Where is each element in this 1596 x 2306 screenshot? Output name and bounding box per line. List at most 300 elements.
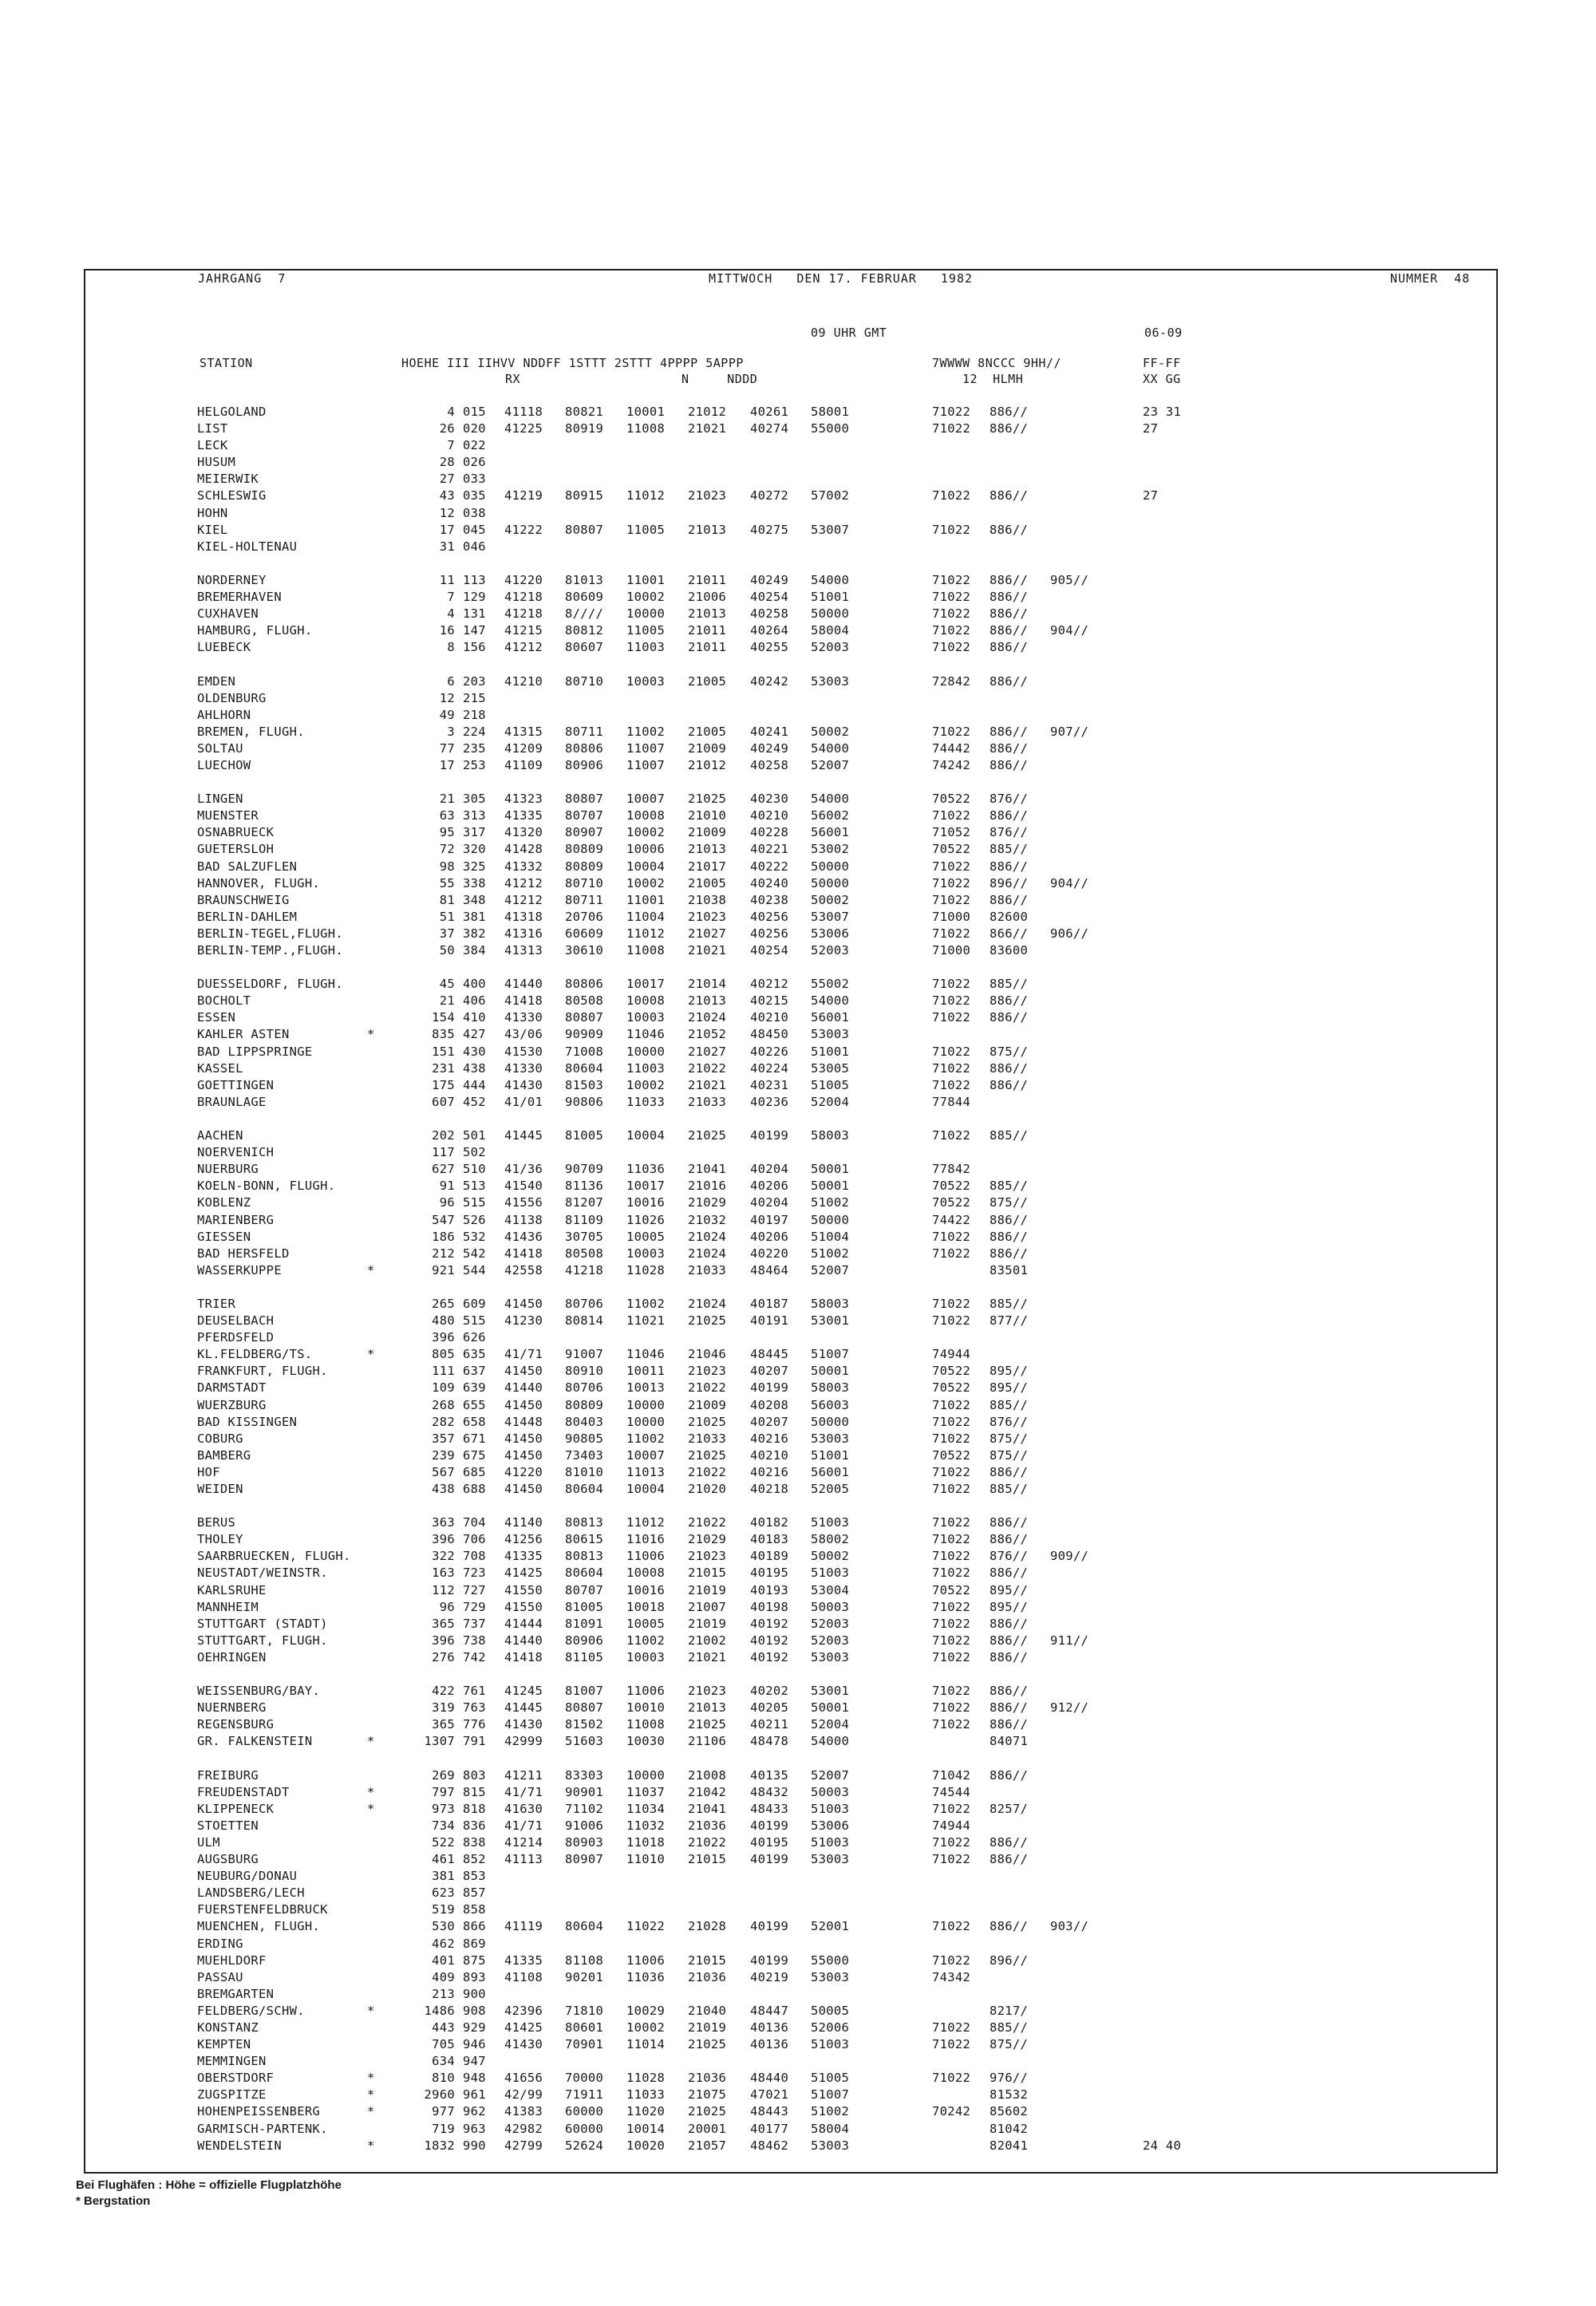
group-nddff: 81105 (565, 1649, 604, 1664)
group-8nccc: 885// (990, 2020, 1029, 2035)
table-row (0, 1868, 1596, 1885)
table-row (0, 807, 1596, 824)
group-nddff: 60000 (565, 2104, 604, 2119)
elevation: 109 (432, 1380, 455, 1396)
group-5appp: 52003 (811, 1616, 850, 1631)
group-4pppp: 40183 (750, 1532, 789, 1547)
group-iihvv: 41140 (504, 1515, 543, 1530)
group-8nccc: 886// (990, 1229, 1029, 1244)
station-name: WEISSENBURG/BAY. (197, 1684, 321, 1699)
station-id: 675 (463, 1447, 486, 1463)
table-row (0, 1194, 1596, 1211)
table-row (0, 875, 1596, 892)
elevation: 49 (439, 707, 455, 722)
station-name: OBERSTDORF (197, 2071, 275, 2086)
group-8nccc: 876// (990, 825, 1029, 840)
station-name: REGENSBURG (197, 1717, 275, 1732)
elevation: 163 (432, 1566, 455, 1581)
group-8nccc: 886// (990, 740, 1029, 756)
group-iihvv: 41430 (504, 2037, 543, 2052)
station-id: 655 (463, 1397, 486, 1412)
elevation: 8 (447, 640, 455, 655)
group-4pppp: 40207 (750, 1364, 789, 1379)
group-1sttt: 10004 (626, 1128, 666, 1143)
station-name: BAD KISSINGEN (197, 1414, 298, 1429)
elevation: 7 (447, 438, 455, 453)
group-iihvv: 42999 (504, 1734, 543, 1749)
elevation: 43 (439, 488, 455, 503)
group-2sttt: 21023 (688, 1364, 727, 1379)
group-nddff: 80711 (565, 892, 604, 907)
elevation: 1832 (424, 2138, 455, 2153)
group-7wwww: 71022 (932, 1482, 971, 1496)
group-8nccc: 885// (990, 1128, 1029, 1143)
group-7wwww: 70522 (932, 792, 971, 807)
group-1sttt: 11006 (626, 1684, 666, 1699)
group-iihvv: 42/99 (504, 2087, 543, 2103)
station-name: FELDBERG/SCHW. (197, 2003, 305, 2018)
group-nddff: 81207 (565, 1195, 604, 1210)
group-4pppp: 40231 (750, 1077, 789, 1092)
group-5appp: 52004 (811, 1717, 850, 1732)
group-9hh: 905// (1050, 572, 1089, 587)
group-nddff: 70000 (565, 2071, 604, 2086)
elevation: 98 (439, 859, 455, 874)
elevation: 91 (439, 1179, 455, 1194)
station-name: BAD SALZUFLEN (197, 859, 298, 874)
group-2sttt: 21009 (688, 740, 727, 756)
group-4pppp: 40210 (750, 808, 789, 823)
table-row (0, 1044, 1596, 1060)
group-nddff: 80508 (565, 1246, 604, 1261)
elevation: 81 (439, 892, 455, 907)
group-1sttt: 10003 (626, 1010, 666, 1025)
group-iihvv: 42799 (504, 2138, 543, 2153)
table-row (0, 1801, 1596, 1818)
group-1sttt: 11022 (626, 1919, 666, 1934)
station-name: LINGEN (197, 792, 243, 807)
group-1sttt: 10002 (626, 825, 666, 840)
group-2sttt: 21016 (688, 1179, 727, 1194)
station-id: 427 (463, 1027, 486, 1042)
group-5appp: 52007 (811, 757, 850, 772)
group-nddff: 83303 (565, 1767, 604, 1783)
group-2sttt: 21028 (688, 1919, 727, 1934)
group-nddff: 51603 (565, 1734, 604, 1749)
elevation: 4 (447, 606, 455, 622)
group-8nccc: 885// (990, 1179, 1029, 1194)
group-8nccc: 886// (990, 993, 1029, 1009)
group-1sttt: 10004 (626, 859, 666, 874)
group-4pppp: 40222 (750, 859, 789, 874)
group-nddff: 71008 (565, 1044, 604, 1059)
elevation: 1486 (424, 2003, 455, 2018)
station-id: 253 (463, 757, 486, 772)
station-name: CUXHAVEN (197, 606, 259, 622)
group-4pppp: 48432 (750, 1784, 789, 1799)
group-nddff: 52624 (565, 2138, 604, 2153)
group-nddff: 30705 (565, 1229, 604, 1244)
station-id: 218 (463, 707, 486, 722)
table-row (0, 909, 1596, 926)
group-4pppp: 40136 (750, 2020, 789, 2035)
group-4pppp: 40215 (750, 993, 789, 1009)
group-separator (0, 774, 1596, 791)
mountain-mark: * (367, 1347, 375, 1362)
group-7wwww: 71022 (932, 1852, 971, 1867)
station-id: 022 (463, 438, 486, 453)
column-sub-n: N NDDD (681, 372, 758, 386)
group-nddff: 80812 (565, 623, 604, 638)
station-name: DARMSTADT (197, 1380, 267, 1396)
elevation: 805 (432, 1347, 455, 1362)
group-5appp: 58004 (811, 623, 850, 638)
group-4pppp: 40136 (750, 2037, 789, 2052)
group-8nccc: 885// (990, 977, 1029, 992)
station-name: GOETTINGEN (197, 1077, 275, 1092)
group-5appp: 50002 (811, 892, 850, 907)
group-iihvv: 41113 (504, 1852, 543, 1867)
group-1sttt: 11016 (626, 1532, 666, 1547)
column-sub-hlmh: 12 HLMH (962, 372, 1024, 386)
group-nddff: 80807 (565, 522, 604, 537)
group-4pppp: 40274 (750, 421, 789, 436)
mountain-mark: * (367, 2138, 375, 2153)
group-ff: 24 40 (1143, 2138, 1182, 2153)
group-5appp: 50000 (811, 1212, 850, 1227)
table-row (0, 892, 1596, 909)
table-row (0, 2121, 1596, 2138)
group-4pppp: 48443 (750, 2104, 789, 2119)
group-2sttt: 21036 (688, 1818, 727, 1833)
group-1sttt: 10008 (626, 808, 666, 823)
elevation: 519 (432, 1902, 455, 1917)
station-id: 727 (463, 1582, 486, 1597)
group-4pppp: 40195 (750, 1566, 789, 1581)
group-2sttt: 20001 (688, 2121, 727, 2136)
station-id: 215 (463, 690, 486, 705)
group-iihvv: 41335 (504, 808, 543, 823)
group-2sttt: 21023 (688, 1549, 727, 1564)
group-5appp: 53006 (811, 926, 850, 941)
group-2sttt: 21021 (688, 1649, 727, 1664)
group-4pppp: 40249 (750, 740, 789, 756)
group-nddff: 8//// (565, 606, 604, 622)
group-5appp: 56001 (811, 825, 850, 840)
station-id: 131 (463, 606, 486, 622)
station-name: MANNHEIM (197, 1599, 259, 1614)
station-name: BERLIN-DAHLEM (197, 909, 298, 924)
table-row (0, 1700, 1596, 1716)
group-4pppp: 47021 (750, 2087, 789, 2103)
group-5appp: 50000 (811, 606, 850, 622)
group-7wwww: 70522 (932, 1179, 971, 1194)
group-iihvv: 41436 (504, 1229, 543, 1244)
group-7wwww: 74342 (932, 1969, 971, 1984)
group-1sttt: 10007 (626, 792, 666, 807)
group-8nccc: 83600 (990, 943, 1029, 958)
group-8nccc: 886// (990, 1717, 1029, 1732)
group-4pppp: 40177 (750, 2121, 789, 2136)
table-row (0, 740, 1596, 757)
group-iihvv: 41210 (504, 673, 543, 689)
group-7wwww: 71022 (932, 1313, 971, 1329)
station-name: NEUSTADT/WEINSTR. (197, 1566, 328, 1581)
group-nddff: 81136 (565, 1179, 604, 1194)
group-8nccc: 886// (990, 724, 1029, 739)
group-5appp: 58003 (811, 1380, 850, 1396)
station-name: AUGSBURG (197, 1852, 259, 1867)
group-nddff: 81108 (565, 1953, 604, 1968)
station-id: 875 (463, 1953, 486, 1968)
group-iihvv: 41445 (504, 1700, 543, 1716)
station-id: 738 (463, 1633, 486, 1648)
station-id: 963 (463, 2121, 486, 2136)
group-4pppp: 40192 (750, 1633, 789, 1648)
group-5appp: 51002 (811, 1246, 850, 1261)
station-name: HELGOLAND (197, 405, 267, 419)
group-iihvv: 41450 (504, 1296, 543, 1311)
elevation: 719 (432, 2121, 455, 2136)
table-row (0, 1918, 1596, 1935)
station-id: 382 (463, 926, 486, 941)
elevation: 239 (432, 1447, 455, 1463)
group-1sttt: 11008 (626, 1717, 666, 1732)
table-row (0, 1834, 1596, 1851)
group-2sttt: 21033 (688, 1431, 727, 1446)
table-row (0, 1313, 1596, 1329)
group-5appp: 51001 (811, 590, 850, 605)
station-name: KONSTANZ (197, 2020, 259, 2035)
group-8nccc: 896// (990, 875, 1029, 890)
column-sub-rx: RX (505, 372, 521, 386)
group-5appp: 51007 (811, 1347, 850, 1362)
group-5appp: 50003 (811, 1784, 850, 1799)
table-row (0, 1346, 1596, 1363)
group-5appp: 51003 (811, 1834, 850, 1850)
elevation: 21 (439, 993, 455, 1009)
group-7wwww: 71022 (932, 1549, 971, 1564)
group-2sttt: 21025 (688, 792, 727, 807)
group-8nccc: 81532 (990, 2087, 1029, 2103)
group-1sttt: 10003 (626, 673, 666, 689)
station-id: 502 (463, 1145, 486, 1160)
station-id: 430 (463, 1044, 486, 1059)
group-iihvv: 41418 (504, 1246, 543, 1261)
group-8nccc: 875// (990, 1195, 1029, 1210)
group-1sttt: 11021 (626, 1313, 666, 1329)
station-id: 708 (463, 1549, 486, 1564)
station-name: KOBLENZ (197, 1195, 251, 1210)
group-4pppp: 40204 (750, 1162, 789, 1177)
station-name: THOLEY (197, 1532, 243, 1547)
elevation: 269 (432, 1767, 455, 1783)
group-5appp: 51002 (811, 1195, 850, 1210)
group-8nccc: 886// (990, 1010, 1029, 1025)
station-id: 515 (463, 1313, 486, 1329)
group-2sttt: 21022 (688, 1060, 727, 1076)
group-7wwww: 71022 (932, 421, 971, 436)
group-7wwww: 71022 (932, 2020, 971, 2035)
station-id: 224 (463, 724, 486, 739)
group-1sttt: 10014 (626, 2121, 666, 2136)
group-4pppp: 48445 (750, 1347, 789, 1362)
group-nddff: 20706 (565, 909, 604, 924)
group-5appp: 56001 (811, 1010, 850, 1025)
group-1sttt: 10013 (626, 1380, 666, 1396)
group-nddff: 81109 (565, 1212, 604, 1227)
group-nddff: 80403 (565, 1414, 604, 1429)
group-1sttt: 11012 (626, 1515, 666, 1530)
group-nddff: 80706 (565, 1380, 604, 1396)
station-id: 045 (463, 522, 486, 537)
group-7wwww: 71022 (932, 1077, 971, 1092)
group-1sttt: 10007 (626, 1447, 666, 1463)
group-nddff: 90909 (565, 1027, 604, 1042)
group-2sttt: 21052 (688, 1027, 727, 1042)
station-name: HANNOVER, FLUGH. (197, 875, 321, 890)
station-id: 961 (463, 2087, 486, 2103)
group-nddff: 80707 (565, 808, 604, 823)
group-4pppp: 48464 (750, 1262, 789, 1277)
elevation: 734 (432, 1818, 455, 1833)
station-id: 639 (463, 1380, 486, 1396)
table-row (0, 1397, 1596, 1414)
table-row (0, 841, 1596, 858)
group-nddff: 80508 (565, 993, 604, 1009)
group-1sttt: 11013 (626, 1464, 666, 1479)
group-7wwww: 71022 (932, 1515, 971, 1530)
table-row (0, 2087, 1596, 2103)
station-id: 609 (463, 1296, 486, 1311)
group-7wwww: 71022 (932, 2071, 971, 2086)
group-iihvv: 41230 (504, 1313, 543, 1329)
group-nddff: 80706 (565, 1296, 604, 1311)
group-1sttt: 11033 (626, 2087, 666, 2103)
group-4pppp: 40199 (750, 1953, 789, 1968)
station-name: STOETTEN (197, 1818, 259, 1833)
group-iihvv: 41/01 (504, 1094, 543, 1109)
group-7wwww: 70522 (932, 1195, 971, 1210)
group-4pppp: 40135 (750, 1767, 789, 1783)
group-1sttt: 10000 (626, 606, 666, 622)
group-4pppp: 40256 (750, 909, 789, 924)
station-name: BREMERHAVEN (197, 590, 282, 605)
group-nddff: 81010 (565, 1464, 604, 1479)
group-nddff: 80806 (565, 977, 604, 992)
group-5appp: 53001 (811, 1684, 850, 1699)
station-name: KLIPPENECK (197, 1801, 275, 1816)
table-row (0, 622, 1596, 639)
station-name: LUEBECK (197, 640, 251, 655)
group-iihvv: 41220 (504, 1464, 543, 1479)
group-7wwww: 74944 (932, 1818, 971, 1833)
group-iihvv: 41630 (504, 1801, 543, 1816)
group-5appp: 50000 (811, 859, 850, 874)
group-nddff: 71810 (565, 2003, 604, 2018)
table-row (0, 522, 1596, 539)
table-row (0, 1060, 1596, 1077)
group-nddff: 81502 (565, 1717, 604, 1732)
group-1sttt: 11036 (626, 1969, 666, 1984)
group-5appp: 51001 (811, 1447, 850, 1463)
group-4pppp: 40230 (750, 792, 789, 807)
mountain-mark: * (367, 2104, 375, 2119)
group-nddff: 80609 (565, 590, 604, 605)
station-name: MARIENBERG (197, 1212, 275, 1227)
group-iihvv: 41418 (504, 1649, 543, 1664)
elevation: 265 (432, 1296, 455, 1311)
group-5appp: 57002 (811, 488, 850, 503)
station-id: 033 (463, 472, 486, 487)
group-nddff: 90805 (565, 1431, 604, 1446)
group-8nccc: 8217/ (990, 2003, 1029, 2018)
elevation: 12 (439, 690, 455, 705)
group-7wwww: 71022 (932, 623, 971, 638)
group-1sttt: 10002 (626, 875, 666, 890)
table-row (0, 2138, 1596, 2154)
station-name: BOCHOLT (197, 993, 251, 1009)
group-2sttt: 21025 (688, 1414, 727, 1429)
group-7wwww: 71022 (932, 1599, 971, 1614)
group-4pppp: 40198 (750, 1599, 789, 1614)
group-iihvv: 41118 (504, 405, 543, 419)
group-8nccc: 886// (990, 1767, 1029, 1783)
table-row (0, 1733, 1596, 1750)
table-row (0, 1262, 1596, 1279)
group-1sttt: 11001 (626, 572, 666, 587)
group-7wwww: 71000 (932, 943, 971, 958)
station-id: 946 (463, 2037, 486, 2052)
group-nddff: 90901 (565, 1784, 604, 1799)
station-id: 381 (463, 909, 486, 924)
group-5appp: 53003 (811, 2138, 850, 2153)
group-8nccc: 876// (990, 792, 1029, 807)
group-9hh: 903// (1050, 1919, 1089, 1934)
elevation: 607 (432, 1094, 455, 1109)
group-7wwww: 71022 (932, 1684, 971, 1699)
table-row (0, 1851, 1596, 1868)
group-8nccc: 886// (990, 623, 1029, 638)
group-9hh: 909// (1050, 1549, 1089, 1564)
station-id: 313 (463, 808, 486, 823)
station-name: ULM (197, 1834, 220, 1850)
group-8nccc: 895// (990, 1364, 1029, 1379)
group-1sttt: 11002 (626, 1633, 666, 1648)
group-5appp: 54000 (811, 572, 850, 587)
group-7wwww: 70522 (932, 1364, 971, 1379)
group-2sttt: 21013 (688, 522, 727, 537)
table-row (0, 471, 1596, 488)
group-iihvv: 41440 (504, 1380, 543, 1396)
group-nddff: 81091 (565, 1616, 604, 1631)
group-5appp: 56002 (811, 808, 850, 823)
group-5appp: 50001 (811, 1700, 850, 1716)
table-row (0, 505, 1596, 522)
group-4pppp: 40242 (750, 673, 789, 689)
group-7wwww: 71022 (932, 1414, 971, 1429)
group-7wwww: 71022 (932, 572, 971, 587)
station-name: GUETERSLOH (197, 842, 275, 857)
table-row (0, 606, 1596, 622)
group-4pppp: 40195 (750, 1834, 789, 1850)
group-iihvv: 41222 (504, 522, 543, 537)
group-nddff: 71911 (565, 2087, 604, 2103)
station-id: 348 (463, 892, 486, 907)
group-8nccc: 875// (990, 2037, 1029, 2052)
group-2sttt: 21042 (688, 1784, 727, 1799)
table-row (0, 1683, 1596, 1700)
